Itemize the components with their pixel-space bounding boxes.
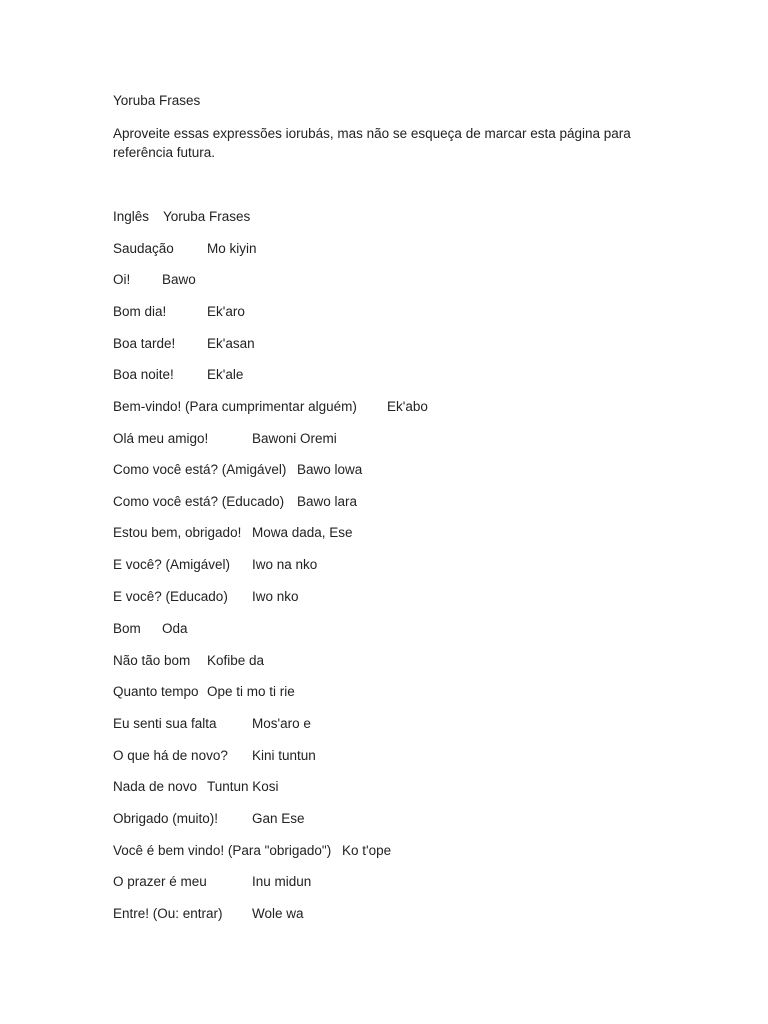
phrase-english: Saudação bbox=[113, 241, 174, 256]
phrase-english: E você? (Educado) bbox=[113, 589, 228, 604]
phrase-english: Você é bem vindo! (Para "obrigado") bbox=[113, 843, 332, 858]
phrase-english: Oi! bbox=[113, 272, 131, 287]
phrase-yoruba: Ek'aro bbox=[207, 304, 245, 319]
phrase-yoruba: Tuntun Kosi bbox=[207, 779, 279, 794]
phrase-yoruba: Mowa dada, Ese bbox=[252, 525, 353, 540]
phrase-yoruba: Ope ti mo ti rie bbox=[207, 684, 295, 699]
phrase-yoruba: Bawoni Oremi bbox=[252, 431, 337, 446]
phrase-english: O que há de novo? bbox=[113, 748, 228, 763]
phrase-english: Bom bbox=[113, 621, 141, 636]
phrase-english: Como você está? (Amigável) bbox=[113, 462, 287, 477]
phrase-english: O prazer é meu bbox=[113, 874, 207, 889]
phrase-yoruba: Kofibe da bbox=[207, 653, 265, 668]
phrase-english: Bom dia! bbox=[113, 304, 167, 319]
phrase-english: Bem-vindo! (Para cumprimentar alguém) bbox=[113, 399, 357, 414]
phrase-yoruba: Mos'aro e bbox=[252, 716, 311, 731]
phrase-yoruba: Ko t'ope bbox=[342, 843, 392, 858]
phrase-yoruba: Bawo bbox=[162, 272, 196, 287]
phrase-english: Olá meu amigo! bbox=[113, 431, 209, 446]
phrase-yoruba: Oda bbox=[162, 621, 188, 636]
phrase-yoruba: Gan Ese bbox=[252, 811, 305, 826]
phrase-yoruba: Kini tuntun bbox=[252, 748, 316, 763]
intro-paragraph: Aproveite essas expressões iorubás, mas não se esqueça de marcar esta página para referência futura. bbox=[113, 126, 631, 160]
phrase-english: Obrigado (muito)! bbox=[113, 811, 219, 826]
phrase-yoruba: Ek'asan bbox=[207, 336, 255, 351]
phrase-yoruba: Inu midun bbox=[252, 874, 312, 889]
document-title: Yoruba Frases bbox=[113, 93, 201, 108]
phrase-yoruba: Yoruba Frases bbox=[163, 209, 251, 224]
phrase-yoruba: Wole wa bbox=[252, 906, 304, 921]
phrase-yoruba: Bawo lowa bbox=[297, 462, 363, 477]
phrase-english: Não tão bom bbox=[113, 653, 191, 668]
phrase-english: Como você está? (Educado) bbox=[113, 494, 285, 509]
phrase-english: Entre! (Ou: entrar) bbox=[113, 906, 223, 921]
phrase-english: Boa noite! bbox=[113, 367, 174, 382]
phrase-yoruba: Bawo lara bbox=[297, 494, 358, 509]
phrase-yoruba: Iwo na nko bbox=[252, 557, 318, 572]
phrase-yoruba: Ek'abo bbox=[387, 399, 428, 414]
phrase-yoruba: Iwo nko bbox=[252, 589, 299, 604]
phrase-english: E você? (Amigável) bbox=[113, 557, 231, 572]
phrase-english: Nada de novo bbox=[113, 779, 198, 794]
phrase-english: Boa tarde! bbox=[113, 336, 176, 351]
phrase-yoruba: Mo kiyin bbox=[207, 241, 257, 256]
phrase-english: Inglês bbox=[113, 209, 150, 224]
phrase-english: Eu senti sua falta bbox=[113, 716, 217, 731]
phrase-english: Quanto tempo bbox=[113, 684, 199, 699]
phrase-yoruba: Ek'ale bbox=[207, 367, 244, 382]
phrase-english: Estou bem, obrigado! bbox=[113, 525, 242, 540]
